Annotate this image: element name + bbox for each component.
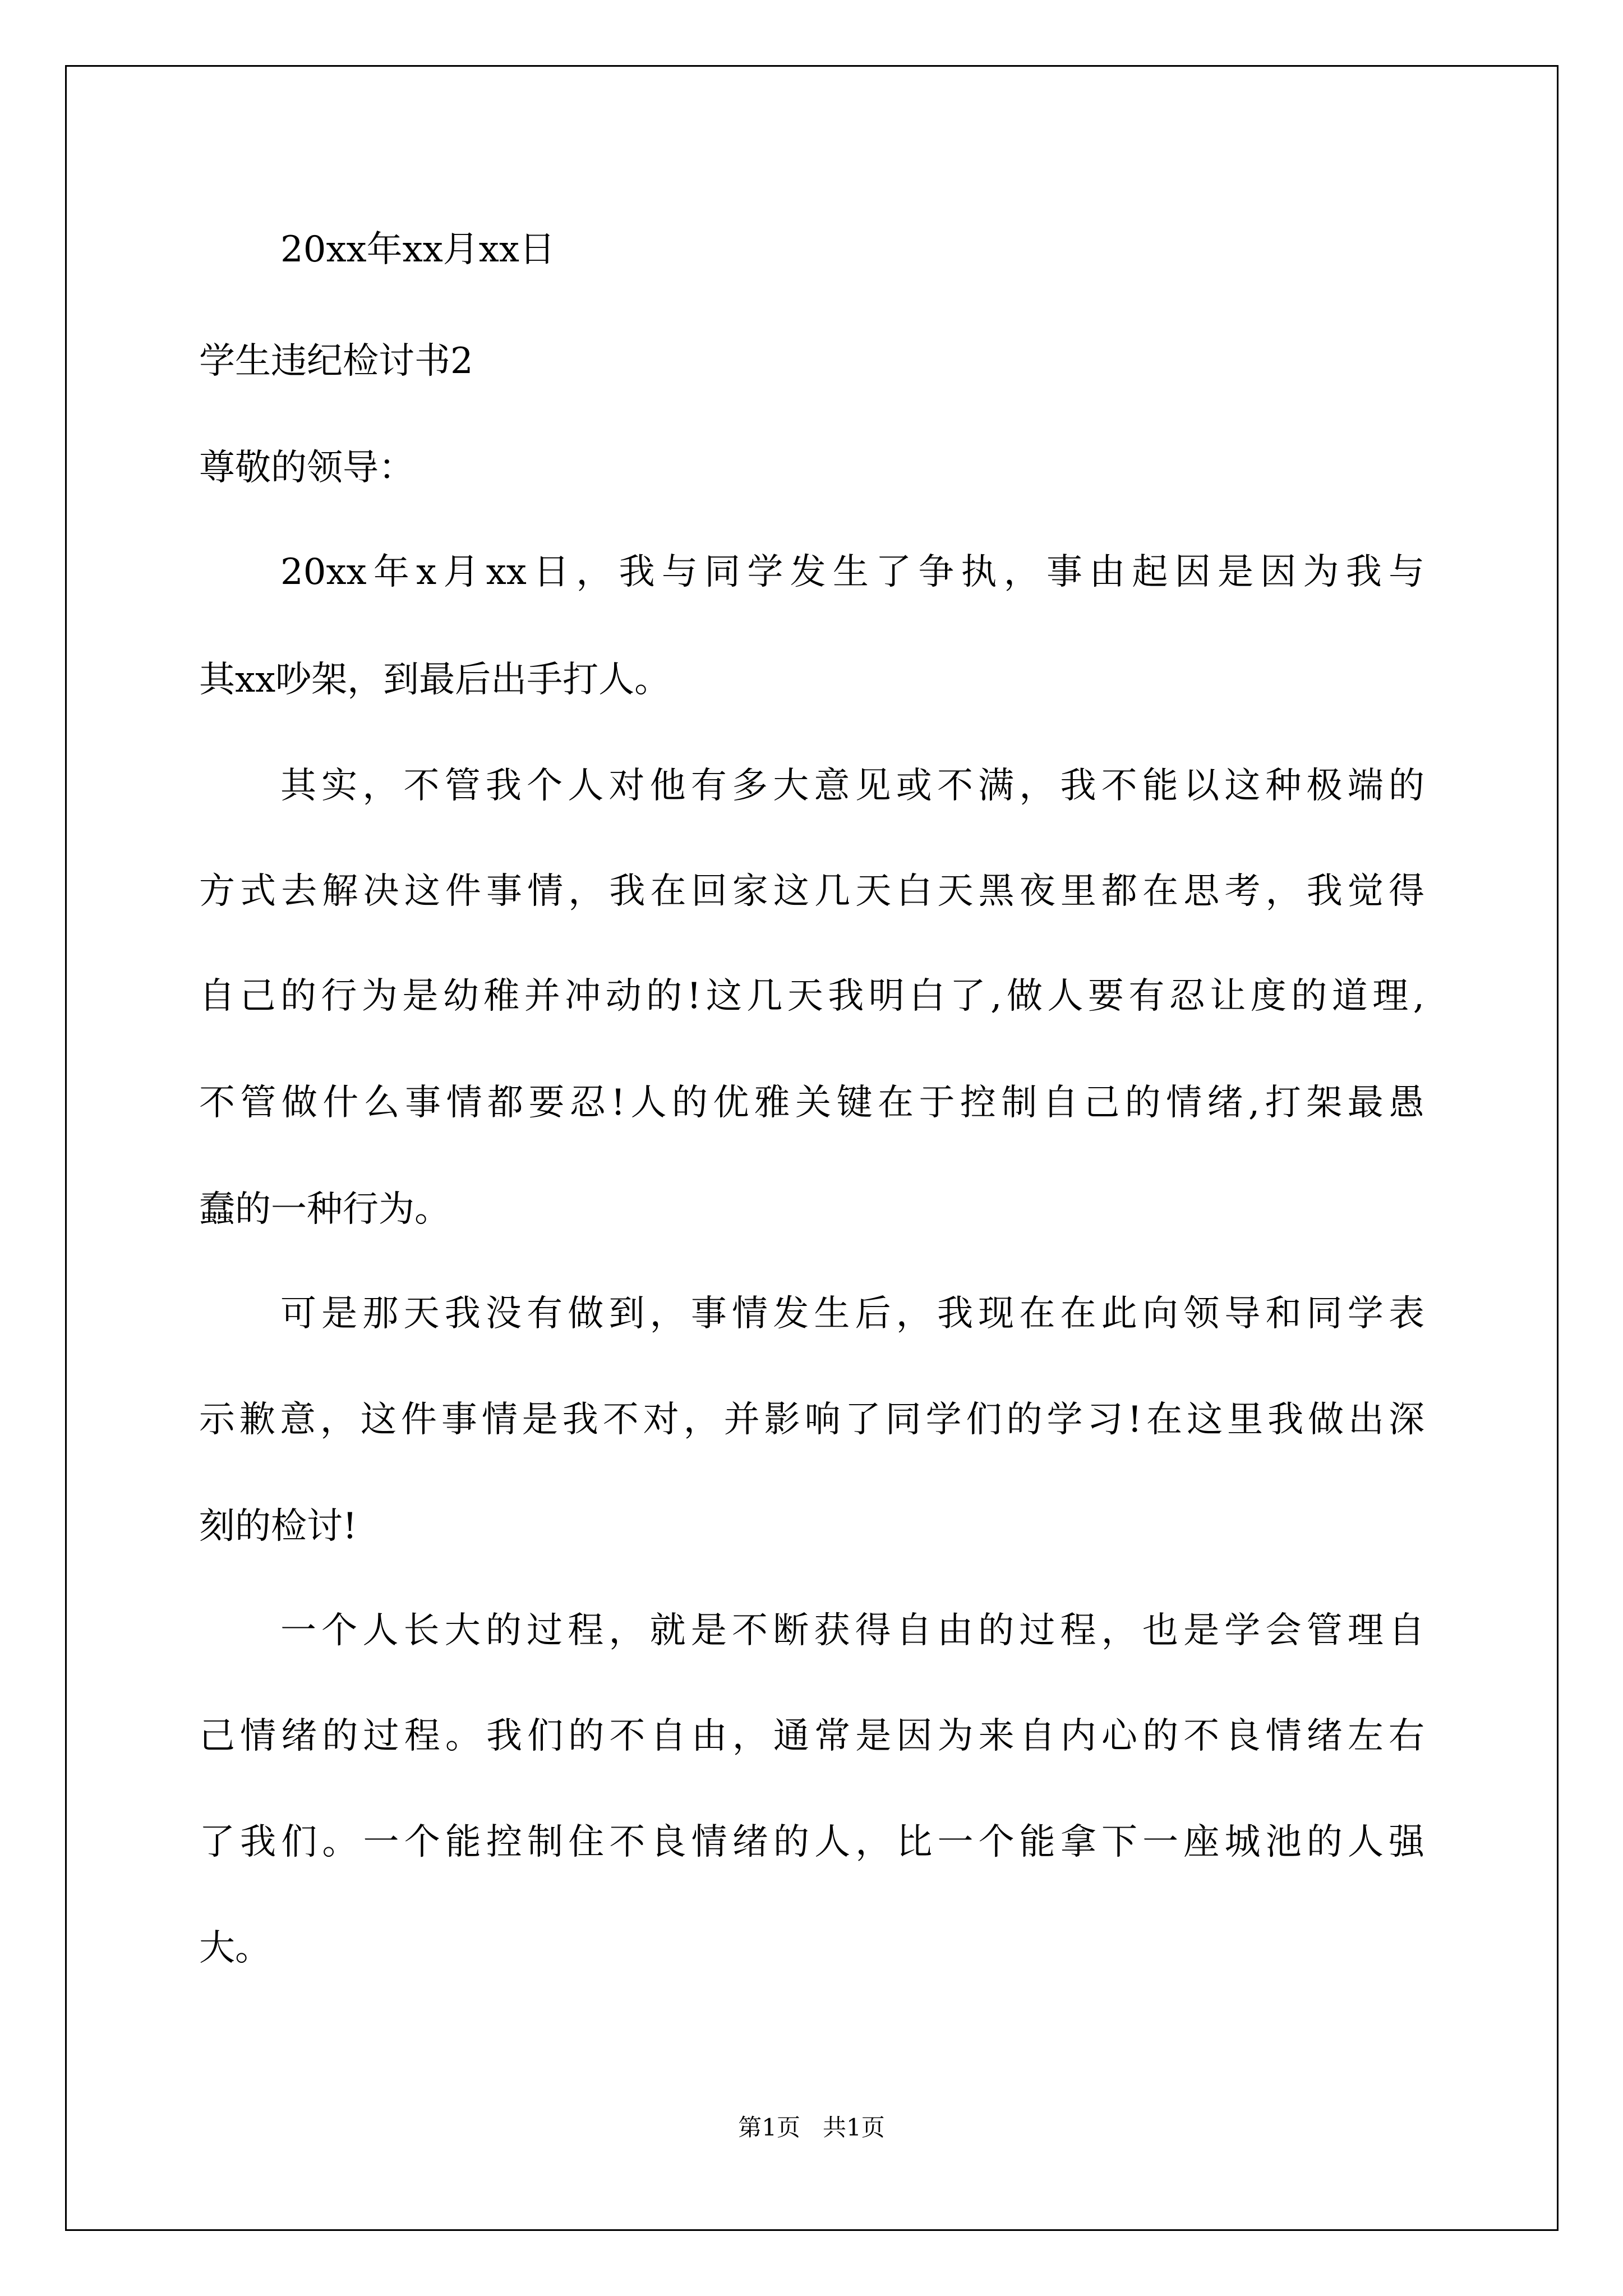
body-line: 刻的检讨! [199, 1506, 357, 1547]
salutation: 尊敬的领导： [199, 447, 414, 489]
body-line: 其实，不管我个人对他有多大意见或不满，我不能以这种极端的 [280, 765, 1424, 807]
page-border [65, 65, 1559, 2231]
body-line: 示歉意，这件事情是我不对，并影响了同学们的学习!在这里我做出深 [199, 1399, 1424, 1441]
body-line: 方式去解决这件事情，我在回家这几天白天黑夜里都在思考，我觉得 [199, 871, 1424, 912]
body-line: 了我们。一个能控制住不良情绪的人，比一个能拿下一座城池的人强 [199, 1821, 1424, 1863]
body-line: 蠢的一种行为。 [199, 1189, 450, 1230]
body-line: 一个人长大的过程，就是不断获得自由的过程，也是学会管理自 [280, 1610, 1424, 1651]
body-line: 不管做什么事情都要忍!人的优雅关键在于控制自己的情绪,打架最愚 [199, 1082, 1424, 1124]
body-line: 20xx年x月xx日，我与同学发生了争执，事由起因是因为我与 [280, 551, 1424, 593]
body-line: 其xx吵架，到最后出手打人。 [199, 659, 671, 701]
body-line: 大。 [199, 1927, 271, 1969]
body-line: 自己的行为是幼稚并冲动的!这几天我明白了,做人要有忍让度的道理, [199, 976, 1424, 1017]
body-line: 己情绪的过程。我们的不自由，通常是因为来自内心的不良情绪左右 [199, 1715, 1424, 1757]
body-line: 可是那天我没有做到，事情发生后，我现在在此向领导和同学表 [280, 1293, 1424, 1335]
page-number: 第1页 共1页 [738, 2114, 885, 2141]
date-line: 20xx年xx月xx日 [280, 229, 555, 270]
document-title: 学生违纪检讨书2 [199, 341, 473, 382]
